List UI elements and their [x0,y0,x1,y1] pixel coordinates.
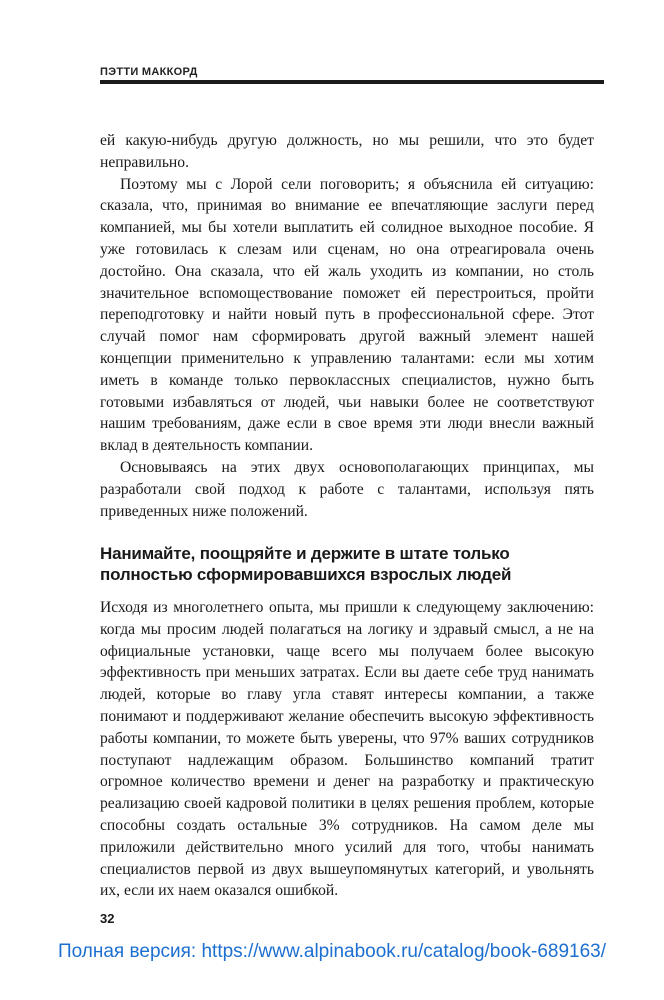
section-heading: Нанимайте, поощряйте и держите в штате только полностью сформировавшихся взрослых людей [100,544,512,584]
header-rule [100,80,604,84]
paragraph-principles: Основываясь на этих двух основополагающих принципах, мы разработали свой подход к работе с талантами, используя пять приведенных ниже положений. [100,458,594,520]
running-head: ПЭТТИ МАККОРД [100,66,198,78]
body-text-section [100,597,594,902]
full-version-link[interactable]: Полная версия: https://www.alpinabook.ru/catalog/book-689163/ [57,941,607,962]
paragraph-continuation: ей какую-нибудь другую должность, но мы решили, что это будет неправильно. [100,132,594,171]
paragraph-lora: Поэтому мы с Лорой сели поговорить; я объяснила ей ситуацию: сказала, что, принимая во внимание ее впечатляющие заслуги перед компанией, мы бы хотели выплатить ей солидное выходное пособие. Я уже готовилась к слезам или сценам, но она отреагировала очень достойно. Она сказала, что ей жаль уходить из компании, но столь значительное вспомоществование поможет ей перестроиться, пройти переподготовку и найти новый путь в профессиональной сфере. Этот случай помог нам сформировать другой важный элемент нашей концепции применительно к управлению талантами: если мы хотим иметь в команде только первоклассных специалистов, нужно быть готовыми избавляться от людей, чьи навыки более не соответствуют нашим требованиям, даже если в свое время эти люди внесли важный вклад в деятельность компании. [100,175,594,455]
body-text-top [100,130,594,522]
paragraph-section: Исходя из многолетнего опыта, мы пришли к следующему заключению: когда мы просим людей полагаться на логику и здравый смысл, а не на официальные установки, чаще всего мы получаем более высокую эффективность при меньших затратах. Если вы даете себе труд нанимать людей, которые во главу угла ставят интересы компании, а также понимают и поддерживают желание обеспечить высокую эффективность работы компании, то можете быть уверены, что 97% ваших сотрудников поступают надлежащим образом. Большинство компаний тратит огромное количество времени и денег на разработку и практическую реализацию своей кадровой политики в целях решения проблем, которые способны создать остальные 3% сотрудников. На самом деле мы приложили действительно много усилий для того, чтобы нанимать специалистов первой из двух вышеупомянутых категорий, и увольнять их, если их наем оказался ошибкой. [100,599,594,900]
page-number: 32 [100,911,115,926]
